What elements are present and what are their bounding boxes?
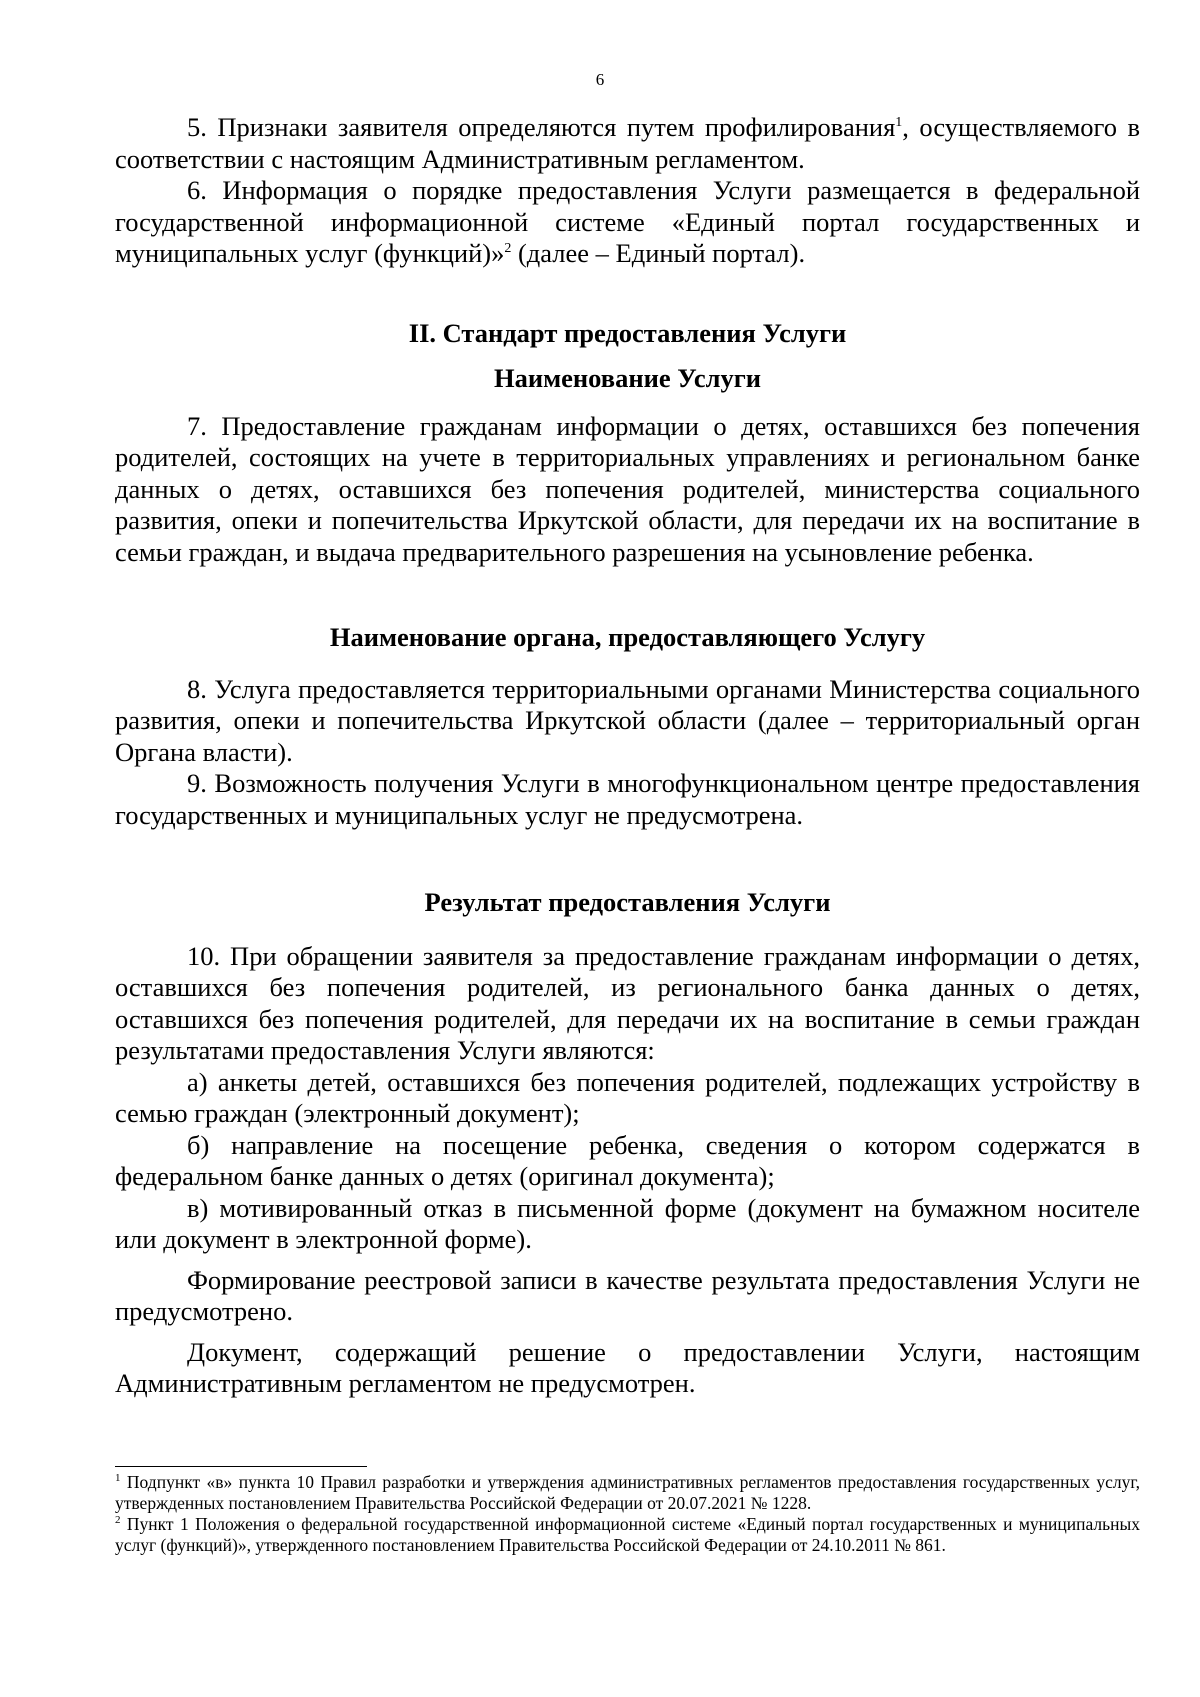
subheading-service-result: Результат предоставления Услуги bbox=[424, 887, 831, 917]
paragraph-6-text: 6. Информация о порядке предоставления Услуги размещается в федеральной государственной информационной системе «Единый портал государственных и муниципальных услуг (функций)» bbox=[115, 175, 1140, 268]
footnote-ref-2: 2 bbox=[504, 241, 512, 257]
subheading-providing-organ: Наименование органа, предоставляющего Услугу bbox=[329, 622, 926, 652]
paragraph-5-text-end: , осуществляемого в соответствии с настоящим Административным регламентом. bbox=[115, 112, 1140, 174]
footnote-ref-1: 1 bbox=[895, 115, 903, 131]
document-body bbox=[115, 112, 1140, 1400]
section-heading-standard: II. Стандарт предоставления Услуги bbox=[408, 317, 847, 348]
paragraph-8: 8. Услуга предоставляется территориальными органами Министерства социального развития, опеки и попечительства Иркутской области (далее – территориальный орган Органа власти). bbox=[115, 673, 1140, 767]
footnote-1 bbox=[115, 1472, 1140, 1514]
footnotes bbox=[115, 1472, 1140, 1556]
page-number: 6 bbox=[595, 70, 605, 89]
footnote-mark-2: 2 bbox=[115, 1514, 121, 1527]
footnote-2-text: Пункт 1 Положения о федеральной государственной информационной системе «Единый портал государственных и муниципальных услуг (функций)», утвержденного постановлением Правительства Российской Федерации от 24.10.2011 № 861. bbox=[115, 1514, 1140, 1555]
paragraph-6-text-end: (далее – Единый портал). bbox=[511, 238, 806, 268]
paragraph-6 bbox=[115, 175, 1140, 270]
paragraph-9: 9. Возможность получения Услуги в многофункциональном центре предоставления государственных и муниципальных услуг не предусмотрена. bbox=[115, 768, 1140, 830]
footnote-1-text: Подпункт «в» пункта 10 Правил разработки и утверждения административных регламентов предоставления государственных услуг, утвержденных постановлением Правительства Российской Федерации от 20.07.2021 № 1228. bbox=[115, 1472, 1140, 1513]
paragraph-5-text: 5. Признаки заявителя определяются путем профилирования bbox=[187, 112, 896, 142]
footnote-mark-1: 1 bbox=[115, 1472, 121, 1485]
paragraph-10-b: б) направление на посещение ребенка, сведения о котором содержатся в федеральном банке данных о детях (оригинал документа); bbox=[115, 1129, 1140, 1191]
footnote-2 bbox=[115, 1514, 1140, 1556]
paragraph-10-c: в) мотивированный отказ в письменной форме (документ на бумажном носителе или документ в электронной форме). bbox=[115, 1192, 1140, 1254]
footnote-separator bbox=[115, 1466, 367, 1467]
paragraph-10: 10. При обращении заявителя за предоставление гражданам информации о детях, оставшихся без попечения родителей, из регионального банка данных о детях, оставшихся без попечения родителей, для передачи их на воспитание в семьи граждан результатами предоставления Услуги являются: bbox=[115, 940, 1140, 1065]
paragraph-10-a: а) анкеты детей, оставшихся без попечения родителей, подлежащих устройству в семью граждан (электронный документ); bbox=[115, 1066, 1140, 1128]
paragraph-decision-document: Документ, содержащий решение о предоставлении Услуги, настоящим Административным регламентом не предусмотрен. bbox=[115, 1336, 1140, 1398]
paragraph-registry-record: Формирование реестровой записи в качестве результата предоставления Услуги не предусмотрено. bbox=[115, 1264, 1140, 1326]
paragraph-5 bbox=[115, 112, 1140, 175]
paragraph-7: 7. Предоставление гражданам информации о детях, оставшихся без попечения родителей, состоящих на учете в территориальных управлениях и региональном банке данных о детях, оставшихся без попечения родителей, министерства социального развития, опеки и попечительства Иркутской области, для передачи их на воспитание в семьи граждан, и выдача предварительного разрешения на усыновление ребенка. bbox=[115, 410, 1140, 567]
subheading-service-name: Наименование Услуги bbox=[493, 363, 762, 393]
